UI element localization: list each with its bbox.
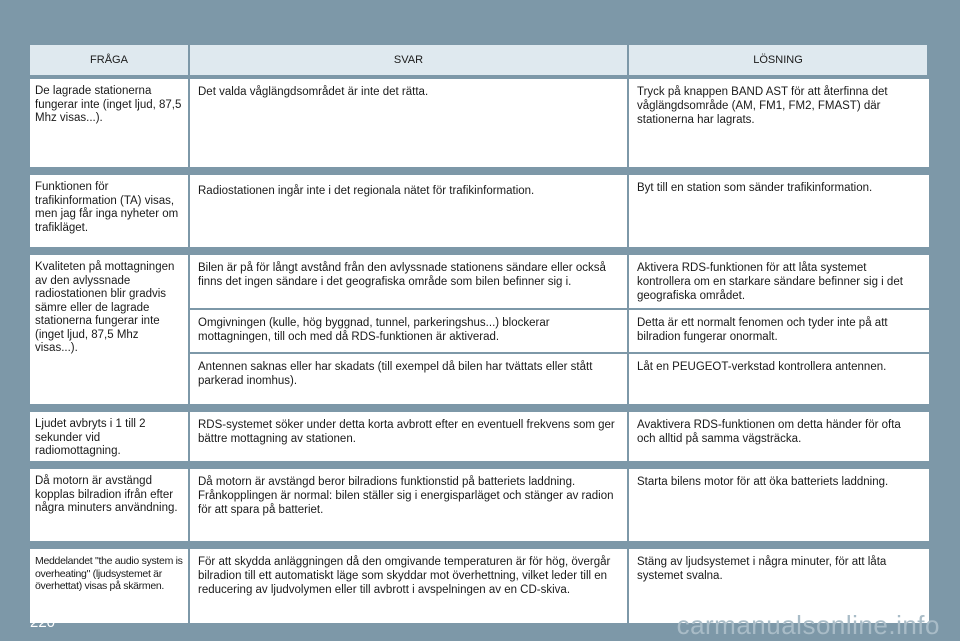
header-solution: LÖSNING xyxy=(629,45,927,75)
header-question: FRÅGA xyxy=(30,45,188,75)
solution-cell: Tryck på knappen BAND AST för att återfinna det våglängdsområde (AM, FM1, FM2, FMAST) där stationerna har lagrats. xyxy=(629,79,929,167)
solution-cell: Aktivera RDS-funktionen för att låta systemet kontrollera om en starkare sändare befinner sig i det geografiska området. xyxy=(629,255,929,308)
question-cell: Funktionen för trafikinformation (TA) visas, men jag får inga nyheter om trafikläget. xyxy=(30,175,188,247)
question-cell: Då motorn är avstängd kopplas bilradion ifrån efter några minuters användning. xyxy=(30,469,188,541)
answer-cell: Det valda våglängdsområdet är inte det rätta. xyxy=(190,79,627,167)
table-row xyxy=(30,255,958,404)
watermark: carmanualsonline.info xyxy=(676,610,940,640)
question-cell: Ljudet avbryts i 1 till 2 sekunder vid radiomottagning. xyxy=(30,412,188,461)
table-row xyxy=(30,175,958,247)
answer-cell: Omgivningen (kulle, hög byggnad, tunnel, parkeringshus...) blockerar mottagningen, till och med då RDS-funktionen är aktiverad. xyxy=(190,310,627,352)
question-cell: Meddelandet "the audio system is overheating" (ljudsystemet är överhettat) visas på skärmen. xyxy=(30,549,188,623)
solution-cell: Stäng av ljudsystemet i några minuter, för att låta systemet svalna. xyxy=(629,549,929,623)
question-cell: Kvaliteten på mottagningen av den avlyssnade radiostationen blir gradvis sämre eller de lagrade stationerna fungerar inte (inget ljud, 87,5 Mhz visas...). xyxy=(30,255,188,404)
table-header xyxy=(30,45,958,75)
table-row xyxy=(30,79,958,167)
answer-cell: För att skydda anläggningen då den omgivande temperaturen är för hög, övergår bilradion till ett automatiskt läge som skyddar mot överhettning, vilket leder till en reducering av ljudvolymen eller till avbrott i avspelningen av en CD-skiva. xyxy=(190,549,627,623)
solution-cell: Avaktivera RDS-funktionen om detta händer för ofta och alltid på samma vägsträcka. xyxy=(629,412,929,461)
troubleshooting-table xyxy=(30,45,958,631)
solution-cell: Starta bilens motor för att öka batteriets laddning. xyxy=(629,469,929,541)
answer-cell: RDS-systemet söker under detta korta avbrott efter en eventuell frekvens som ger bättre mottagning av stationen. xyxy=(190,412,627,461)
page-number: 220 xyxy=(30,614,56,631)
solution-cell: Detta är ett normalt fenomen och tyder inte på att bilradion fungerar onormalt. xyxy=(629,310,929,352)
answer-cell: Radiostationen ingår inte i det regionala nätet för trafikinformation. xyxy=(190,175,627,247)
solution-cell: Låt en PEUGEOT-verkstad kontrollera antennen. xyxy=(629,354,929,404)
solution-cell: Byt till en station som sänder trafikinformation. xyxy=(629,175,929,247)
answer-cell: Då motorn är avstängd beror bilradions funktionstid på batteriets laddning. Frånkopplingen är normal: bilen ställer sig i energisparläget och stänger av radion för att spara på batteriet. xyxy=(190,469,627,541)
answer-cell: Bilen är på för långt avstånd från den avlyssnade stationens sändare eller också finns det ingen sändare i det geografiska område som bilen befinner sig i. xyxy=(190,255,627,308)
header-answer: SVAR xyxy=(190,45,627,75)
answer-cell: Antennen saknas eller har skadats (till exempel då bilen har tvättats eller stått parkerad inomhus). xyxy=(190,354,627,404)
table-row xyxy=(30,469,958,541)
question-cell: De lagrade stationerna fungerar inte (inget ljud, 87,5 Mhz visas...). xyxy=(30,79,188,167)
table-row xyxy=(30,412,958,461)
